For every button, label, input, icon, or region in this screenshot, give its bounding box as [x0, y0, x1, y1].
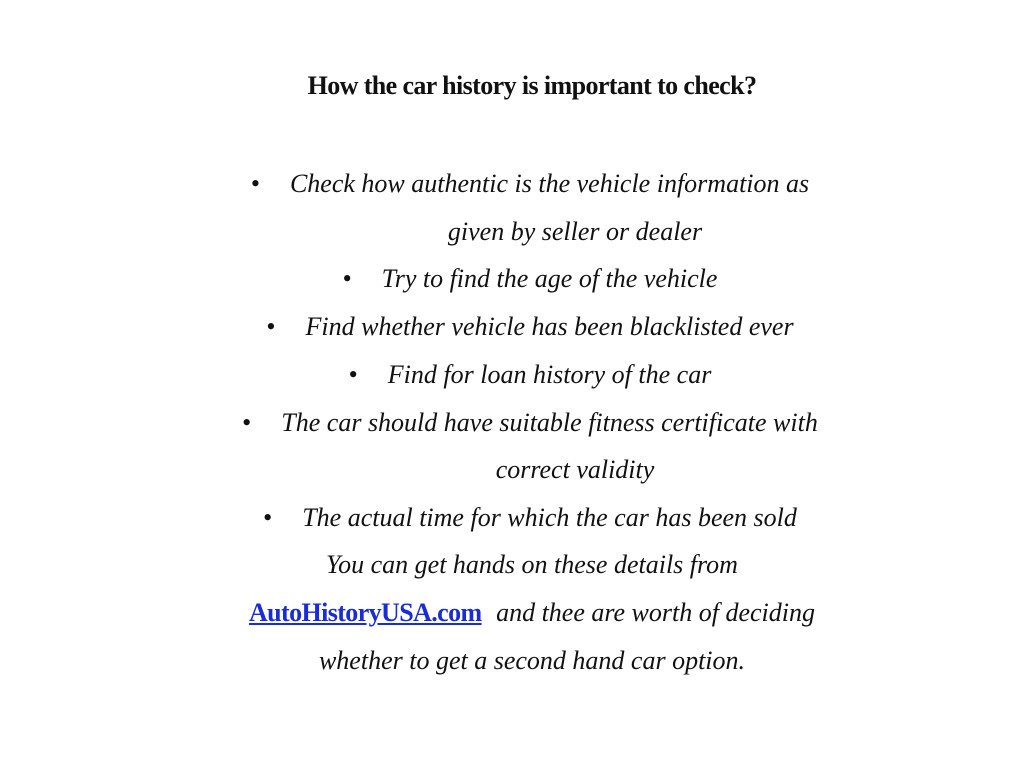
slide-title: How the car history is important to check? [307, 71, 757, 100]
bullet-text: Find for loan history of the car [387, 359, 712, 389]
bullet-text: Check how authentic is the vehicle information as [289, 169, 810, 198]
bullet-text: Find whether vehicle has been blacklisted ever [305, 312, 794, 342]
footer-line: whether to get a second hand car option. [318, 646, 746, 675]
autohistoryusa-link[interactable]: AutoHistoryUSA.com [248, 598, 482, 627]
bullet-icon: • [242, 407, 252, 437]
bullet-icon: • [250, 169, 260, 198]
bullet-item [18, 255, 1024, 303]
bullet-text-continued: correct validity [495, 455, 655, 485]
bullet-item [18, 494, 1024, 542]
bullet-text: Try to find the age of the vehicle [381, 264, 718, 294]
footer-line-text: and thee are worth of deciding [496, 598, 815, 627]
bullet-icon: • [263, 502, 273, 532]
bullet-item [18, 160, 1024, 255]
bullet-icon: • [348, 359, 358, 389]
footer-line [0, 589, 1024, 637]
bullet-list [0, 160, 1024, 542]
bullet-icon: • [342, 264, 352, 294]
footer-line: You can get hands on these details from [326, 550, 738, 579]
bullet-item [18, 399, 1024, 494]
bullet-text-continued: given by seller or dealer [447, 216, 703, 246]
bullet-text: The actual time for which the car has been sold [302, 502, 797, 532]
bullet-item [18, 303, 1024, 351]
footer-paragraph [0, 541, 1024, 685]
bullet-text: The car should have suitable fitness certificate with [281, 407, 818, 437]
bullet-icon: • [266, 312, 276, 342]
bullet-item [18, 351, 1024, 399]
